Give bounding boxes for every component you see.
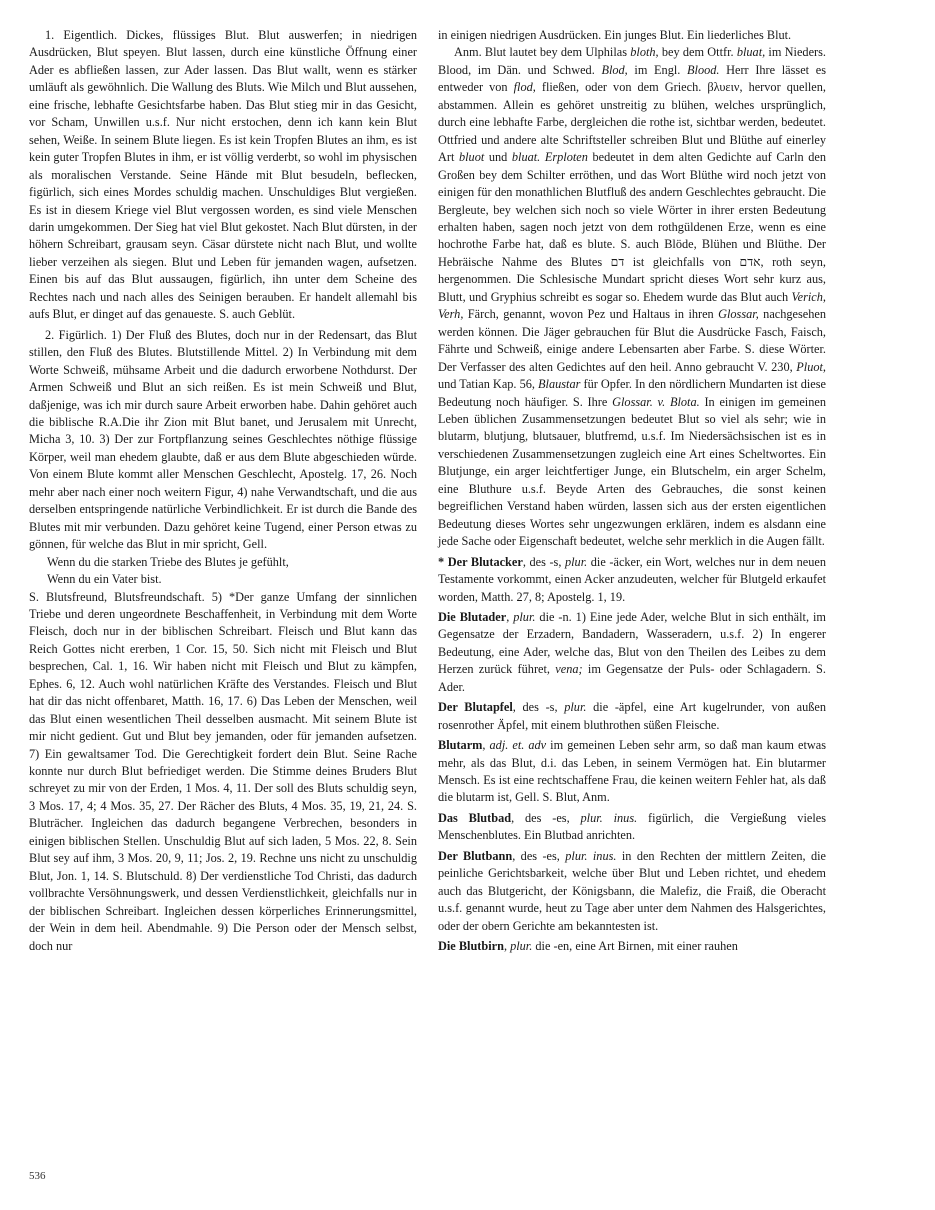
lemma-headword: Das Blutbad	[438, 810, 512, 825]
left-column	[29, 27, 417, 955]
page-number: 536	[29, 1170, 46, 1182]
paragraph-continued: in einigen niedrigen Ausdrücken. Ein junges Blut. Ein liederliches Blut.	[438, 28, 792, 42]
paragraph-literal-sense: 1. Eigentlich. Dickes, flüssiges Blut. Blut auswerfen; in niedrigen Ausdrücken, Blut speyen. Blut lassen, durch eine künstliche Öffnung einer Ader es abfließen lassen, zur Ader lassen. Das Blut wallt, wenn es stärker umläuft als gewöhnlich. Die Wallung des Bluts. Wie Milch und Blut aussehen, eine frische, lebhafte Gesichtsfarbe haben. Das Blut stieg mir in das Gesicht, vor Scham, Unwillen u.s.f. Nur nicht erstochen, denn ich kann kein Blut sehen, Weiße. In seinem Blute liegen. Es ist kein Tropfen Blutes an ihm, es ist kein guter Tropfen Blutes in ihm, er ist völlig verderbt, so wohl im physischen als moralischen Verstande. Seine Hände mit Blut besudeln, beflecken, figürlich, sich eines Mordes schuldig machen. Unschuldiges Blut vergießen. Es ist in diesem Kriege viel Blut vergossen worden, es sind viele Menschen darin umgekommen. Der Sieg hat viel Blut gekostet. Nach Blut dürsten, in der höhern Schreibart, grausam seyn. Cäsar dürstete nicht nach Blut, und wollte lieber verzeihen als siegen. Blut und Leben für jemanden wagen, aufsetzen. Einen bis auf das Blut aussaugen, figürlich, ihn unter dem Scheine des Rechtes nach und nach alles des Seinigen berauben. Er handelt allemahl bis aufs Blut, er dinget auf das genaueste. S. auch Geblüt.	[29, 28, 417, 322]
entry-blutader: Die Blutader, plur. die -n. 1) Eine jede Ader, welche Blut in sich enthält, im Gegensatze der Erzadern, Bandadern, Wasseradern, u.s.f. 2) In engerer Bedeutung, eine Ader, welche das, Blut von den Theilen des Leibes zu dem Herzen zurück führet, vena; im Gegensatze der Puls- oder Schlagadern. S. Ader.	[438, 609, 826, 694]
entry-blutarm: Blutarm, adj. et. adv im gemeinen Leben sehr arm, so daß man kaum etwas mehr, als das Blut, d.i. das Leben, in seinem Vermögen hat. Ein blutarmer Mensch. Es ist eine rechtschaffene Frau, die keinen weitern Fehler hat, als daß die blutarm ist, Gell. S. Blut, Anm.	[438, 738, 826, 805]
lemma-headword: Die Blutbirn	[438, 939, 504, 954]
paragraph-figurative-sense: 2. Figürlich. 1) Der Fluß des Blutes, doch nur in der Redensart, das Blut stillen, den Fluß des Blutes. Blutstillende Mittel. 2) In Verbindung mit dem Worte Schweiß, mühsame Arbeit und die dadurch erworbene Nothdurst. Der Armen Schweiß und Blut an sich reißen. Es ist mein Schweiß und Blut, daßjenige, was ich mir durch saure Arbeit erworben habe. Dahin gehöret auch die biblische R.A.Die ihr Zion mit Blut banet, und Jerusalem mit Unrecht, Micha 3, 10. 3) Der zur Fortpflanzung seines Geschlechtes nöthige flüssige Körper, weil man ehedem glaubte, daß er aus dem Blute abgeschieden würde. Von einem Blute kommt aller Menschen Geschlecht, Apostelg. 17, 26. Noch mehr aber nach einer noch weitern Figur, 4) nahe Verwandtschaft, und die aus derselben entspringende natürliche Verbindlichkeit. Er ist durch die Bande des Blutes mit mir verbunden. Dazu gehöret keine Tugend, einer Person etwas zu gönnen, für welche das Blut in mir spricht, Gell.	[29, 327, 417, 552]
lemma-headword: Der Blutapfel	[438, 700, 513, 715]
entry-blutacker: * Der Blutacker, des -s, plur. die -äcker, ein Wort, welches nur in dem neuen Testamente vorkommt, einen Acker anzudeuten, welcher für Blutgeld erkaufet worden, Matth. 27, 8; Apostelg. 1, 19.	[438, 554, 826, 604]
lemma-headword: Blutarm	[438, 738, 483, 753]
verse-line-2: Wenn du ein Vater bist.	[47, 572, 162, 587]
entry-blutbirn: Die Blutbirn, plur. die -en, eine Art Birnen, mit einer rauhen	[438, 939, 738, 954]
paragraph-continuation: S. Blutsfreund, Blutsfreundschaft. 5) *Der ganze Umfang der sinnlichen Triebe und deren ungeordnete Beschaffenheit, in Verbindung mit dem Worte Fleisch, doch nur in der biblischen Schreibart. Fleisch und Blut kann das Reich Gottes nicht ererben, 1 Cor. 15, 50. Sich nicht mit Fleisch und Blut besprechen, Cal. 1, 16. Wir haben nicht mit Fleisch und Blut zu kämpfen, Ephes. 6, 12. Auch wohl natürlichen Kräfte des Verstandes. Fleisch und Blut hat dir das nicht offenbaret, Matth. 16, 17. 6) Das Leben der Menschen, weil das Blut einen wesentlichen Theil desselben ausmacht. Mit seinem Blute ist mir nicht gedient. Gut und Blut bey jemanden, oder für jemanden aufsetzen. 7) Ein gewaltsamer Tod. Die Gerechtigkeit fordert dein Blut. Seine Rache konnte nur durch Blut befriediget werden. Die Stimme deines Bruders Blut schreyet zu mir von der Erden, 1 Mos. 4, 11. Der soll des Bluts schuldig seyn, 3 Mos. 17, 4; 4 Mos. 35, 27. Der Rächer des Bluts, 4 Mos. 35, 19, 21, 24. S. Bluträcher. Ingleichen das dadurch begangene Verbrechen, besonders in einigen biblischen Stellen. Unschuldig Blut auf sich laden, 5 Mos. 22, 8. Sein Blut sey auf ihm, 3 Mos. 20, 9, 11; Jos. 2, 19. Rechne uns nicht zu unschuldig Blut, Jon. 1, 14. S. Blutschuld. 8) Der verdienstliche Tod Christi, das dadurch vollbrachte Versöhnungswerk, und dessen Verdienstlichkeit, gleichfalls nur in der biblischen Schreibart. Ingleichen dessen körperliches Erinnerungsmittel, der Wein in dem heil. Abendmahle. 9) Die Person oder der Mensch selbst, doch nur	[29, 589, 417, 953]
right-column	[438, 27, 826, 956]
entry-blutbann: Der Blutbann, des -es, plur. inus. in den Rechten der mittlern Zeiten, die peinliche Gerichtsbarkeit, welche über Blut und Leben richtet, und ehedem auch das Blutgericht, der Königsbann, die Malefiz, die Fraiß, die Oberacht u.s.f. genannt wurde, heut zu Tage aber unter dem Nahmen des Halsgerichtes, oder der obern Gerichte am bekanntesten ist.	[438, 848, 826, 933]
entry-blutbad: Das Blutbad, des -es, plur. inus. figürlich, die Vergießung vieles Menschenblutes. Ein Blutbad anrichten.	[438, 810, 826, 843]
lemma-headword: Der Blutacker	[447, 554, 523, 569]
annotation-paragraph: Anm. Blut lautet bey dem Ulphilas bloth, bey dem Ottfr. bluat, im Nieders. Blood, im Dän. und Schwed. Blod, im Engl. Blood. Herr Ihre lässet es entweder von flod, fließen, oder von dem Griech. βλυειν, hervor quellen, abstammen. Allein es gehöret unstreitig zu blühen, welches ursprünglich, durch eine lebhafte Farbe, dergleichen die rothe ist, sichtbar werden, bedeutet. Ottfried und andere alte Schriftsteller schreiben Blut und Blüthe auf einerley Art bluot und bluat. Erploten bedeutet in dem alten Gedichte auf Carln den Großen bey dem Schilter erröthen, und das Wort Blüthe wird noch jetzt von einigen für den monathlichen Blutfluß des andern Geschlechtes gebraucht. Die Bergleute, bey welchen sich noch so viele Wörter in ihrer ersten Bedeutung erhalten haben, sagen noch jetzt von dem rothgüldenen Erze, wenn es eine hochrothe Farbe hat, daß es blute. S. auch Blöde, Blühen und Blüthe. Der Hebräische Nahme des Blutes דם ist gleichfalls von אדם, roth seyn, hergenommen. Die Schlesische Mundart spricht dieses Wort sehr kurz aus, Blutt, und Gryphius schreibt es sogar so. Ehedem wurde das Blut auch Verich, Verh, Färch, genannt, wovon Pez und Haltaus in ihren Glossar, nachgesehen werden können. Die Jäger gebrauchen für Blut die Ausdrücke Fasch, Faisch, Fährte und Schweiß, einige andere Lebensarten aber Farbe. S. diese Wörter. Der Verfasser des alten Gedichtes auf den heil. Anno gebraucht V. 230, Pluot, und Tatian Kap. 56, Blaustar für Opfer. In den nördlichern Mundarten ist diese Bedeutung noch häufiger. S. Ihre Glossar. v. Blota. In einigen im gemeinen Leben üblichen Zusammensetzungen bedeutet Blut so viel als sehr; wie in blutarm, blutjung, blutsauer, blutfremd, u.s.f. Im Niedersächsischen ist es in verschiedenen Zusammensetzungen zugleich eine Art eines Scheltwortes. Ein Blutjunge, ein arger leichtfertiger Junge, ein Blutschelm, ein arger Schelm, eine Bluthure u.s.f. Beyde Arten des Gebrauches, die sonst keinen begreiflichen Verstand haben würden, lassen sich aus der ersten eigentlichen Bedeutung dieses Wortes sehr ungezwungen erklären, indem es alsdann eine jede Sache oder Eigenschaft bedeutet, welche sehr merklich in die Augen fällt.	[438, 45, 827, 549]
lemma-headword: Der Blutbann	[438, 848, 513, 863]
entry-blutapfel: Der Blutapfel, des -s, plur. die -äpfel, eine Art kugelrunder, von außen rosenrother Äpfel, mit einem bluthrothen süßen Fleische.	[438, 700, 826, 732]
verse-line-1: Wenn du die starken Triebe des Blutes je gefühlt,	[47, 554, 289, 569]
lemma-headword: Die Blutader	[438, 609, 507, 624]
